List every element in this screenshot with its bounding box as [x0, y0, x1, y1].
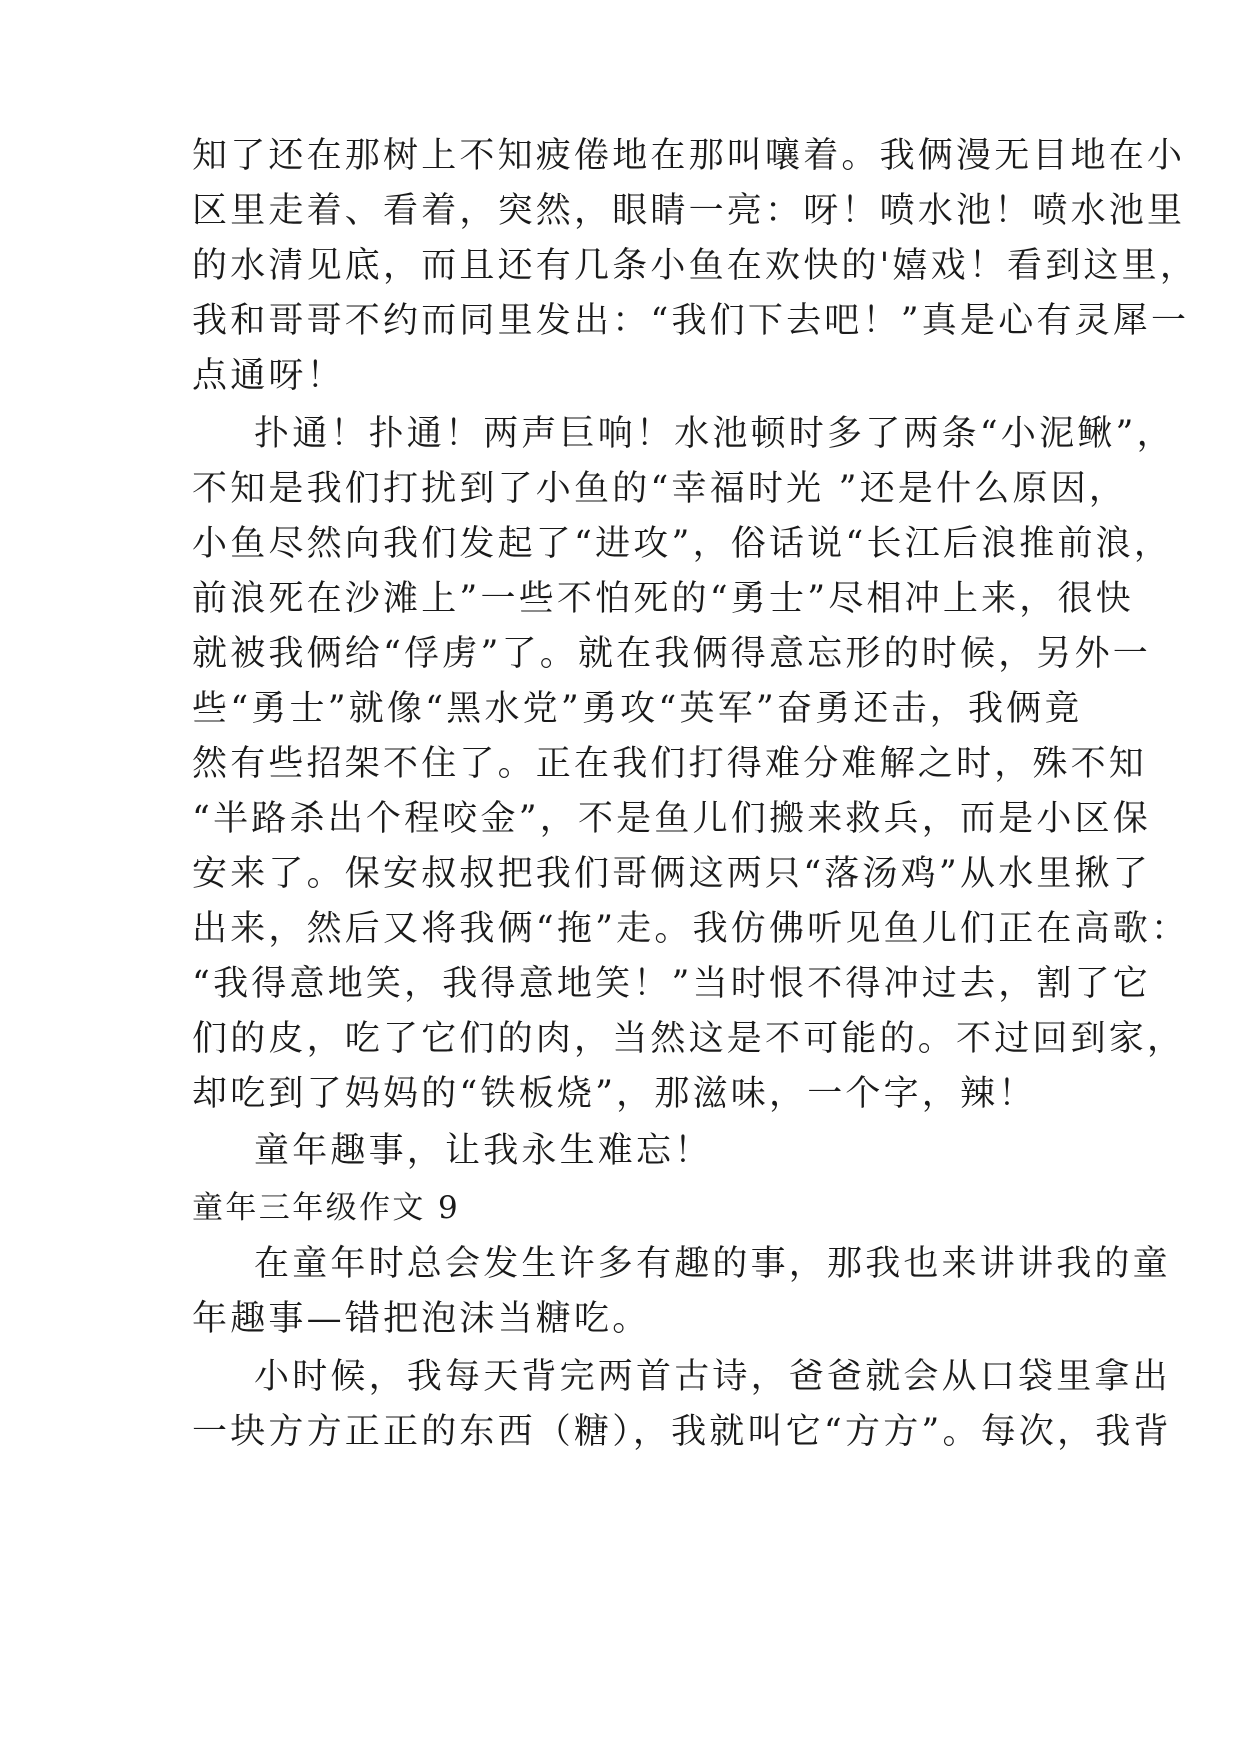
text-line: 的水清见底，而且还有几条小鱼在欢快的'嬉戏！看到这里， — [192, 246, 1199, 286]
text-line: 点通呀！ — [192, 356, 345, 396]
text-line: 些“勇士”就像“黑水党”勇攻“英军”奋勇还击，我俩竟 — [192, 689, 1083, 729]
text-line: 不知是我们打扰到了小鱼的“幸福时光 ”还是什么原因， — [192, 469, 1128, 509]
text-line: 们的皮，吃了它们的肉，当然这是不可能的。不过回到家， — [192, 1019, 1186, 1059]
text-line: “我得意地笑，我得意地笑！”当时恨不得冲过去，割了它 — [192, 964, 1151, 1004]
text-line: 区里走着、看着，突然，眼睛一亮：呀！喷水池！喷水池里 — [192, 191, 1186, 231]
text-line: 年趣事—错把泡沫当糖吃。 — [192, 1299, 651, 1339]
paragraph-first-line: 小时候，我每天背完两首古诗，爸爸就会从口袋里拿出 — [254, 1357, 1171, 1397]
paragraph-first-line: 扑通！扑通！两声巨响！水池顿时多了两条“小泥鳅”， — [254, 414, 1175, 454]
section-heading: 童年三年级作文 9 — [192, 1190, 461, 1226]
text-line: 我和哥哥不约而同里发出：“我们下去吧！”真是心有灵犀一 — [192, 301, 1190, 341]
text-line: 就被我俩给“俘虏”了。就在我俩得意忘形的时候，另外一 — [192, 634, 1151, 674]
text-line: 出来，然后又将我俩“拖”走。我仿佛听见鱼儿们正在高歌： — [192, 909, 1190, 949]
paragraph-first-line: 童年趣事，让我永生难忘！ — [254, 1131, 713, 1171]
text-line: 一块方方正正的东西（糖），我就叫它“方方”。每次，我背 — [192, 1412, 1172, 1452]
text-line: 却吃到了妈妈的“铁板烧”，那滋味，一个字，辣！ — [192, 1074, 1037, 1114]
text-line: 知了还在那树上不知疲倦地在那叫嚷着。我俩漫无目地在小 — [192, 136, 1186, 176]
text-line: “半路杀出个程咬金”，不是鱼儿们搬来救兵，而是小区保 — [192, 799, 1151, 839]
text-line: 安来了。保安叔叔把我们哥俩这两只“落汤鸡”从水里揪了 — [192, 854, 1151, 894]
text-line: 然有些招架不住了。正在我们打得难分难解之时，殊不知 — [192, 744, 1148, 784]
text-line: 前浪死在沙滩上”一些不怕死的“勇士”尽相冲上来，很快 — [192, 579, 1134, 619]
paragraph-first-line: 在童年时总会发生许多有趣的事，那我也来讲讲我的童 — [254, 1244, 1171, 1284]
text-line: 小鱼尽然向我们发起了“进攻”，俗话说“长江后浪推前浪， — [192, 524, 1173, 564]
